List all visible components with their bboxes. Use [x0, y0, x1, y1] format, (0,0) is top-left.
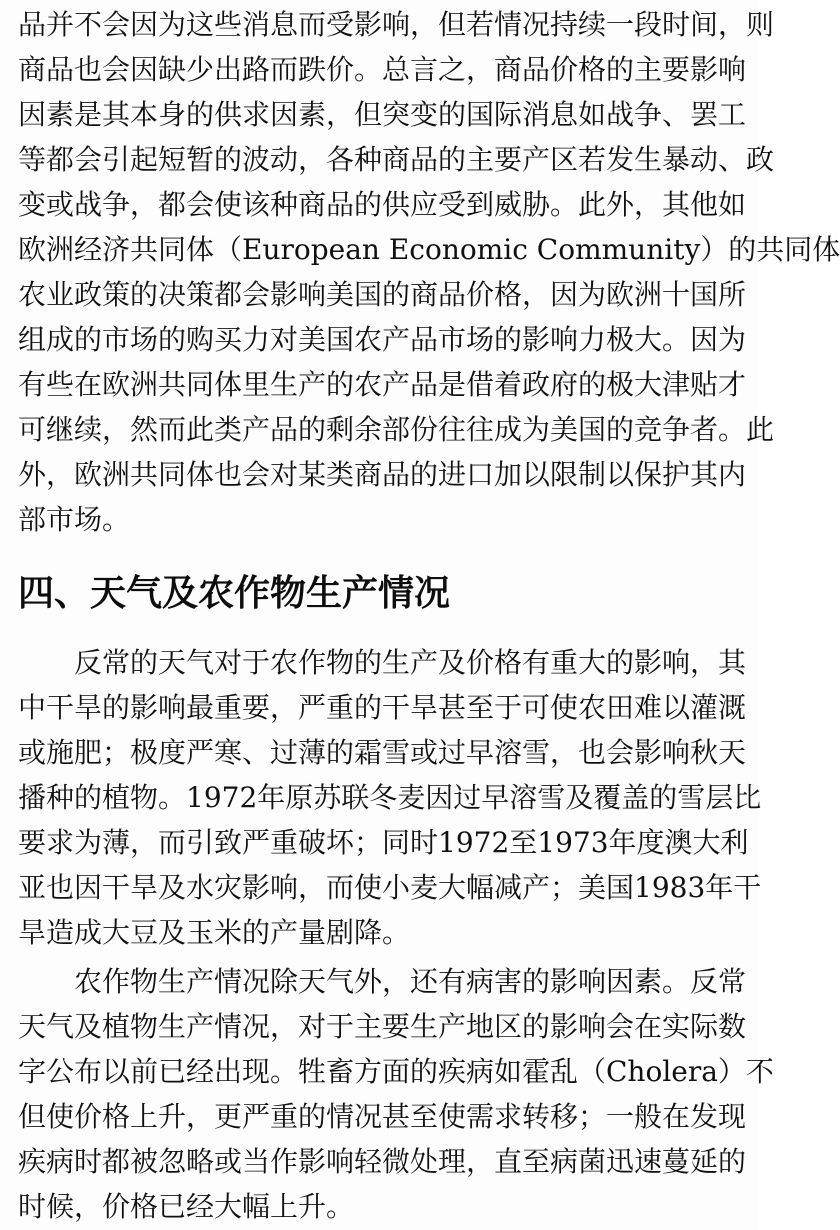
paragraph-1-line-2: 商品也会因缺少出路而跌价。总言之，商品价格的主要影响 [18, 53, 747, 86]
paragraph-2-line-5: 要求为薄，而引致严重破坏；同时1972至1973年度澳大利 [18, 826, 749, 859]
paragraph-2-line-1: 反常的天气对于农作物的生产及价格有重大的影响，其 [74, 646, 747, 679]
paragraph-2-line-4: 播种的植物。1972年原苏联冬麦因过早溶雪及覆盖的雪层比 [18, 781, 762, 814]
paragraph-1-line-4: 等都会引起短暂的波动，各种商品的主要产区若发生暴动、政 [18, 143, 775, 176]
paragraph-2-line-3: 或施肥；极度严寒、过薄的霜雪或过早溶雪，也会影响秋天 [18, 736, 747, 769]
paragraph-1-line-6: 欧洲经济共同体（European Economic Community）的共同体 [18, 233, 840, 266]
paragraph-1-line-5: 变或战争，都会使该种商品的供应受到威胁。此外，其他如 [18, 188, 747, 221]
paragraph-3-line-3: 字公布以前已经出现。牲畜方面的疾病如霍乱（Cholera）不 [18, 1055, 774, 1088]
paragraph-3-line-6: 时候，价格已经大幅上升。 [18, 1190, 355, 1223]
paragraph-2-line-6: 亚也因干旱及水灾影响，而使小麦大幅减产；美国1983年干 [18, 871, 762, 904]
paragraph-1-line-10: 可继续，然而此类产品的剩余部份往往成为美国的竞争者。此 [18, 413, 775, 446]
paragraph-3-line-2: 天气及植物生产情况，对于主要生产地区的影响会在实际数 [18, 1010, 747, 1043]
paragraph-1-line-8: 组成的市场的购买力对美国农产品市场的影响力极大。因为 [18, 323, 747, 356]
paragraph-1-line-12: 部市场。 [18, 503, 131, 536]
paragraph-3-line-4: 但使价格上升，更严重的情况甚至使需求转移；一般在发现 [18, 1100, 747, 1133]
paragraph-1-line-1: 品并不会因为这些消息而受影响，但若情况持续一段时间，则 [18, 8, 775, 41]
paragraph-3-line-1: 农作物生产情况除天气外，还有病害的影响因素。反常 [74, 965, 747, 998]
paragraph-1-line-3: 因素是其本身的供求因素，但突变的国际消息如战争、罢工 [18, 98, 747, 131]
section-heading: 四、天气及农作物生产情况 [18, 573, 451, 614]
paragraph-1-line-11: 外，欧洲共同体也会对某类商品的进口加以限制以保护其内 [18, 458, 747, 491]
paragraph-1-line-7: 农业政策的决策都会影响美国的商品价格，因为欧洲十国所 [18, 278, 747, 311]
paragraph-1-line-9: 有些在欧洲共同体里生产的农产品是借着政府的极大津贴才 [18, 368, 747, 401]
paragraph-2-line-2: 中干旱的影响最重要，严重的干旱甚至于可使农田难以灌溉 [18, 691, 747, 724]
paragraph-3-line-5: 疾病时都被忽略或当作影响轻微处理，直至病菌迅速蔓延的 [18, 1145, 747, 1178]
paragraph-2-line-7: 旱造成大豆及玉米的产量剧降。 [18, 916, 411, 949]
